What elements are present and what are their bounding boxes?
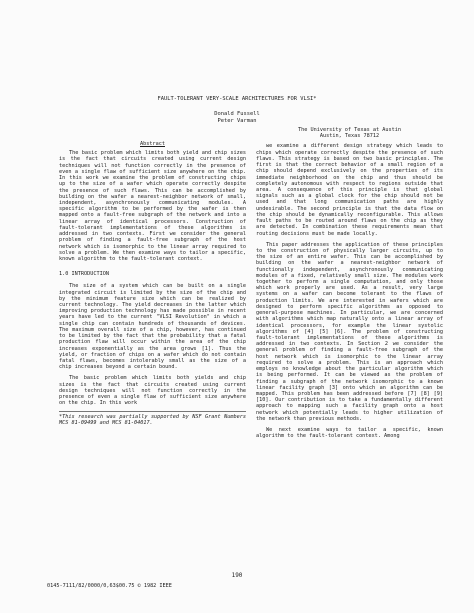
footnote-text: *This research was partially supported by NSF Grant Numbers MCS 81-09499 and MCS 81-04017. (59, 413, 246, 426)
left-column (59, 141, 246, 426)
intro-paragraph-2: The basic problem which limits both yields and chip sizes is the fact that circuits created using current design techniques will not function correctly in the presence of even a single flaw of sufficient size anywhere on the chip. In this work (59, 375, 246, 407)
right-paragraph-1: we examine a different design strategy which leads to chips which operate correctly despite the presence of such flaws. This strategy is based on two basic principles. The first is that the correct behavior of a small region of a chip should depend exclusively on the properties of its immediate neighborhood on the chip and thus should be completely autonomous with respect to regions outside that area. A consequence of this principle is that global signals such as a global clock for the chip should not be used and that long communication paths are highly undesirable. The second principle is that the data flow on the chip should be dynamically reconfigurable. This allows fault paths to be routed around flaws on the chip as they are detected. In combination these requirements mean that routing decisions must be made locally. (256, 143, 443, 237)
intro-paragraph-1: The size of a system which can be built on a single integrated circuit is limited by the size of the chip and by the minimum feature size which can be realized by current technology. The yield decreases in the latter which improving production technology has made possible in recent years have led to the current "VLSI Revolution" in which a single chip can contain hundreds of thousands of devices. The maximum overall size of a chip, however, has continued to be limited by the fact that the probability that a fatal production flaw will occur within the area of the chip increases exponentially as the area grows [1]. Thus the yield, or fraction of chips on a wafer which do not contain fatal flaws, becomes intolerably small as the size of a chip increases beyond a certain bound. (59, 283, 246, 371)
abstract-text: The basic problem which limits both yield and chip sizes is the fact that circuits created using current design techniques will not function correctly in the presence of even a single flaw of sufficient size anywhere on the chip. In this work we examine the problem of constructing chips up to the size of a wafer which operate correctly despite the presence of such flaws. This can be accomplished by building on the wafer a nearest-neighbor network of small, independent, asynchronously communicating modules. A specific algorithm to be performed by the wafer is then mapped onto a fault-free subgraph of the network and into a linear array of identical processors. Construction of fault-tolerant implementations of these algorithms is addressed in two contexts. First we consider the general problem of finding a fault-free subgraph of the host network which is isomorphic to the linear array required to solve a problem. We then examine ways to tailor a specific, known algorithm to the fault-tolerant context. (59, 150, 246, 262)
right-column (256, 127, 443, 440)
author-2: Peter Varman (217, 118, 257, 124)
section-heading: 1.0 INTRODUCTION (59, 271, 109, 278)
footnote (59, 411, 246, 426)
author-1: Donald Fussell (214, 111, 260, 117)
page-number: 190 (231, 572, 243, 579)
affiliation-line-2: Austin, Texas 78712 (319, 133, 380, 140)
right-paragraph-2: This paper addresses the application of these principles to the construction of physically larger circuits, up to the size of an entire wafer. This can be accomplished by building on the wafer a nearest-neighbor network of functionally independent, asynchronously communicating modules of a fixed, relatively small size. The modules work together to perform a single computation, and only those which work properly are used. As a result, very large systems on a wafer can become tolerant to the flaws of production limits. We are interested in wafers which are designed to perform specific algorithms as opposed to general-purpose machines. In particular, we are concerned with algorithms which map naturally onto a linear array of identical processors, for example the linear systolic algorithms of [4] [5] [6]. The problem of constructing fault-tolerant implementations of these algorithms is addressed in two contexts. In Section 2 we consider the general problem of finding a fault-free subgraph of the host network which is isomorphic to the linear array required to solve a problem. This is an approach which employs no knowledge about the particular algorithm which is being performed. It can be viewed as the problem of finding a subgraph of the network isomorphic to a known linear facility graph [3] onto which an algorithm can be mapped. This problem has been addressed before [7] [8] [9] [10]. Our contribution is to take a fundamentally different approach to mapping such a facility graph onto a host network which potentially leads to higher utilization of the network than previous methods. (256, 241, 443, 422)
right-paragraph-3: We next examine ways to tailor a specific, known algorithm to the fault-tolerant context. Among (256, 427, 443, 440)
copyright-line: 0145-7111/82/0000/0,63$00.75 © 1982 IEEE (47, 583, 172, 589)
paper-title: FAULT-TOLERANT VERY-SCALE ARCHITECTURES FOR VLSI* (157, 96, 317, 102)
affiliation (256, 127, 443, 139)
affiliation-line-1: The University of Texas at Austin (297, 127, 402, 133)
abstract-heading: Abstract (140, 141, 165, 147)
